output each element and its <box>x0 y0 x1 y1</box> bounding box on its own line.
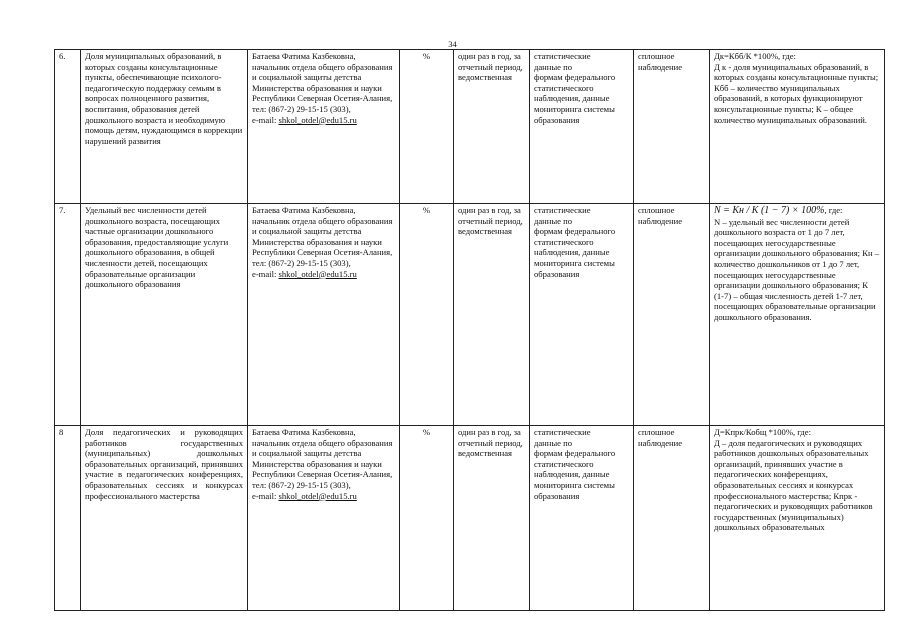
responsible-details: начальник отдела общего образования и социальной защиты детства Министерства образования и науки Республики Северная Осетия-Алания, <box>252 437 393 480</box>
periodicity: один раз в год, за отчетный период, ведомственная <box>454 50 530 204</box>
responsible-name: Батаева Фатима Казбековна, <box>252 205 356 215</box>
indicator-name: Доля муниципальных образований, в которых созданы консультационные пункты, обеспечивающие психолого-педагогическую поддержку семьям в вопросах полноценного развития, воспитания, образования детей дошкольного возраста и необходимую помощь детям, нуждающимся в коррекции нарушений развития <box>81 50 248 204</box>
formula: Дк=Кбб/К *100%, где: <box>714 51 796 61</box>
source-rest: формам федерального статистического наблюдения, данные мониторинга системы образования <box>534 72 616 125</box>
row-number: 6. <box>55 50 81 204</box>
table-row <box>55 204 885 426</box>
email-label: e-mail: <box>252 490 277 501</box>
formula: N = Кн / K (1 − 7) × 100% <box>714 205 825 216</box>
source-first-line: статистические <box>534 427 591 437</box>
page-number: 34 <box>448 39 457 49</box>
row-number: 7. <box>55 204 81 426</box>
responsible-name: Батаева Фатима Казбековна, <box>252 51 356 61</box>
source-rest: формам федерального статистического наблюдения, данные мониторинга системы образования <box>534 226 616 279</box>
unit: % <box>400 50 454 204</box>
email-label: e-mail: <box>252 268 277 279</box>
collection-method: сплошное наблюдение <box>634 50 710 204</box>
calculation-formula <box>710 426 885 611</box>
collection-method: сплошное наблюдение <box>634 426 710 611</box>
responsible-person <box>248 50 400 204</box>
formula-description: N – удельный вес численности детей дошкольного возраста от 1 до 7 лет, посещающих негосударственные организации дошкольного образования; Кн – количество дошкольников от 1 до 7 лет, посещающих негосударственные организации дошкольного образования; К (1-7) – общая численность детей 1-7 лет, посещающих образовательные организации дошкольного образования. <box>714 216 879 322</box>
data-source <box>530 50 634 204</box>
responsible-phone: тел: (867-2) 29-15-15 (303), <box>252 257 351 268</box>
source-rest: формам федерального статистического наблюдения, данные мониторинга системы образования <box>534 448 616 501</box>
formula-description: Д – доля педагогических и руководящих работников дошкольных образовательных организаций, принявших участие в педагогических конференциях, образовательных сессиях и конкурсах профессионального мастерства; Кпрк - педагогических и руководящих работников государственных (муниципальных) дошкольных образовательных <box>714 437 873 533</box>
responsible-person <box>248 426 400 611</box>
email-link[interactable]: shkol_otdel@edu15.ru <box>278 114 357 125</box>
data-source <box>530 204 634 426</box>
indicator-name: Удельный вес численности детей дошкольного возраста, посещающих частные организации дошкольного образования, предоставляющие услуги дошкольного образования, в общей численности детей, посещающих образовательные организации дошкольного образования <box>81 204 248 426</box>
calculation-formula <box>710 204 885 426</box>
row-number: 8 <box>55 426 81 611</box>
source-word: данные по <box>534 437 573 448</box>
responsible-phone: тел: (867-2) 29-15-15 (303), <box>252 479 351 490</box>
responsible-name: Батаева Фатима Казбековна, <box>252 427 356 437</box>
data-source <box>530 426 634 611</box>
responsible-person <box>248 204 400 426</box>
indicators-table <box>54 49 885 611</box>
formula-suffix: , где: <box>824 205 843 215</box>
source-first-line: статистические <box>534 205 591 215</box>
email-label: e-mail: <box>252 114 277 125</box>
table-row <box>55 426 885 611</box>
indicator-name: Доля педагогических и руководящих работников государственных (муниципальных) дошкольных образовательных организаций, принявших участие в педагогических конференциях, образовательных сессиях и конкурсах профессионального мастерства <box>81 426 248 611</box>
formula-description: Д к - доля муниципальных образований, в которых созданы консультационные пункты; Кбб – количество муниципальных образований, в которых функционируют консультационные пункты; К – общее количество муниципальных образований. <box>714 61 879 125</box>
source-word: данные по <box>534 215 573 226</box>
periodicity: один раз в год, за отчетный период, ведомственная <box>454 204 530 426</box>
unit: % <box>400 204 454 426</box>
unit: % <box>400 426 454 611</box>
table-row <box>55 50 885 204</box>
formula: Д=Кпрк/Кобщ *100%, где: <box>714 427 811 437</box>
responsible-details: начальник отдела общего образования и социальной защиты детства Министерства образования и науки Республики Северная Осетия-Алания, <box>252 61 393 104</box>
email-link[interactable]: shkol_otdel@edu15.ru <box>278 268 357 279</box>
responsible-phone: тел: (867-2) 29-15-15 (303), <box>252 103 351 114</box>
collection-method: сплошное наблюдение <box>634 204 710 426</box>
periodicity: один раз в год, за отчетный период, ведомственная <box>454 426 530 611</box>
source-word: данные по <box>534 61 573 72</box>
calculation-formula <box>710 50 885 204</box>
source-first-line: статистические <box>534 51 591 61</box>
responsible-details: начальник отдела общего образования и социальной защиты детства Министерства образования и науки Республики Северная Осетия-Алания, <box>252 215 393 258</box>
email-link[interactable]: shkol_otdel@edu15.ru <box>278 490 357 501</box>
